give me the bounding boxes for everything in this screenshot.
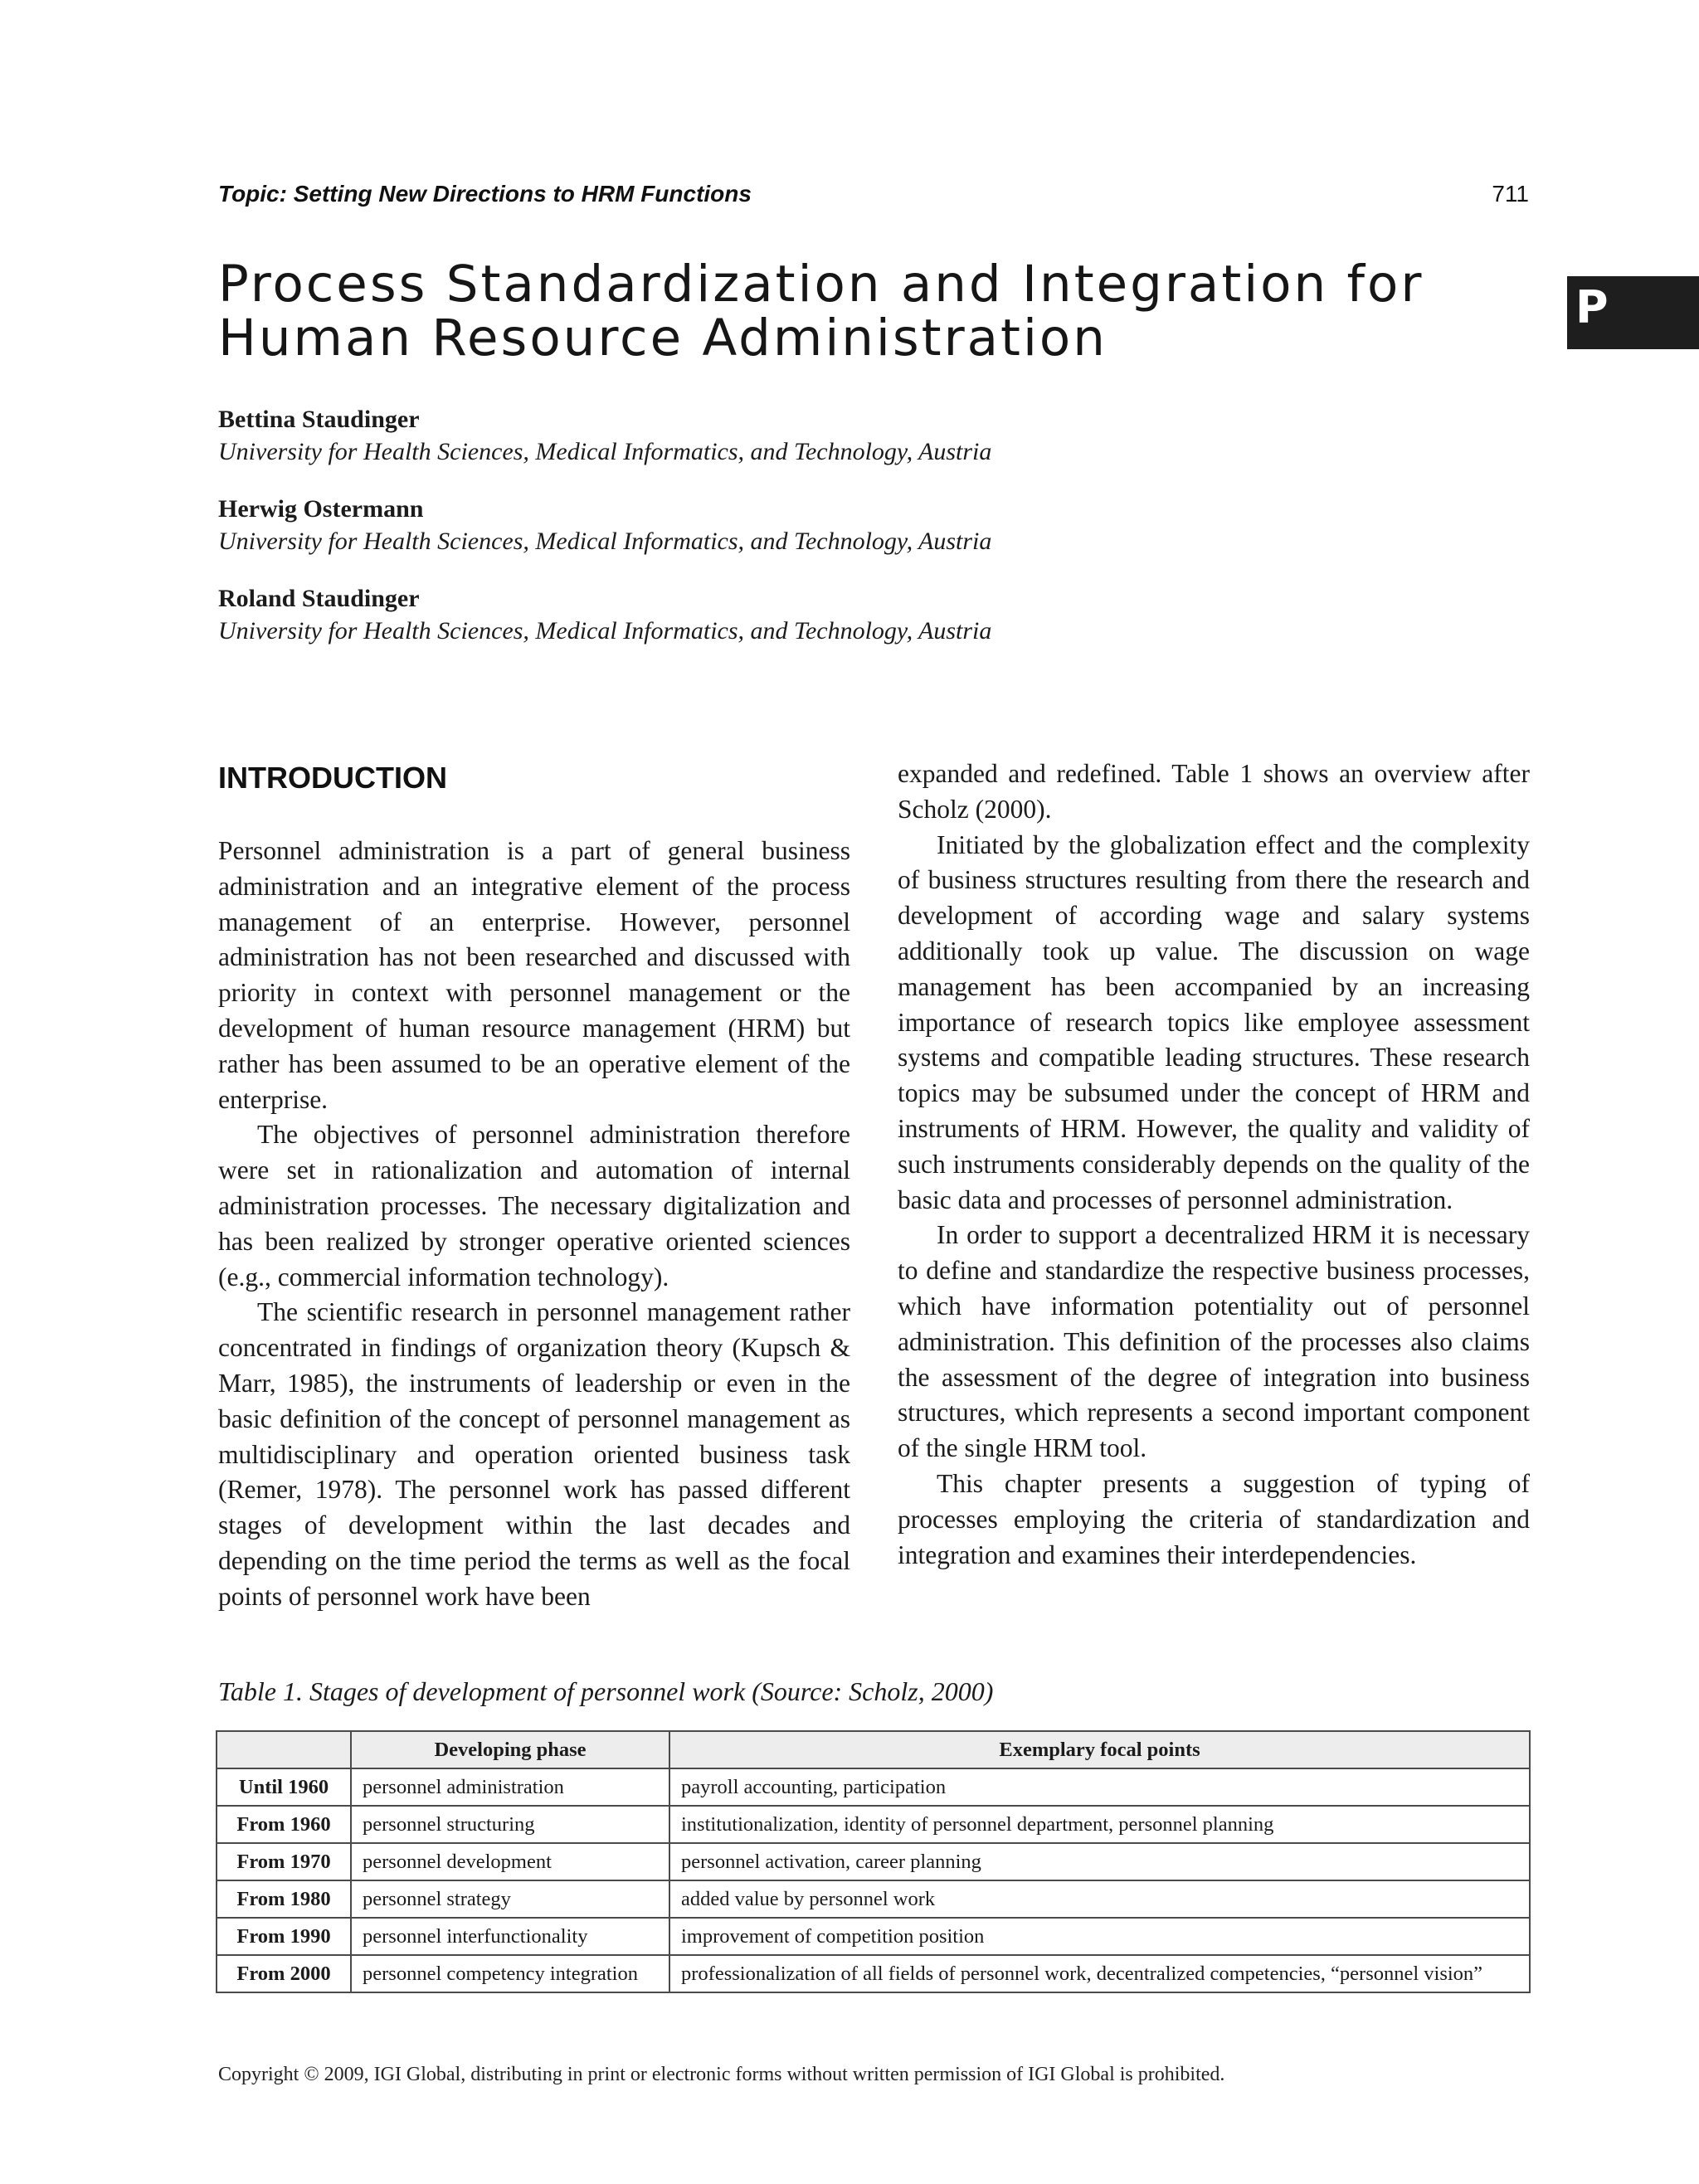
- table-row: [217, 1806, 1530, 1843]
- author-list: [218, 404, 1463, 673]
- period-cell: From 2000: [217, 1955, 351, 1992]
- period-cell: From 1990: [217, 1918, 351, 1955]
- author-affiliation: University for Health Sciences, Medical Informatics, and Technology, Austria: [218, 438, 992, 465]
- body-paragraph: Personnel administration is a part of general business administration and an integrative element of the process management of an enterprise. However, personnel administration has not been researched and discussed with priority in context with personnel management or the development of human resource management (HRM) but rather has been assumed to be an operative element of the enterprise.: [218, 836, 850, 1114]
- body-column-right: [898, 756, 1530, 1573]
- period-cell: From 1970: [217, 1843, 351, 1880]
- table-row: [217, 1843, 1530, 1880]
- phase-cell: personnel strategy: [351, 1880, 669, 1918]
- page-number: 711: [1492, 181, 1529, 207]
- author-name: Herwig Ostermann: [218, 495, 424, 523]
- development-stages-table: [216, 1730, 1531, 1993]
- body-paragraph: In order to support a decentralized HRM it is necessary to define and standardize the respective business processes, which have information potentiality out of personnel administration. This definition of the processes also claims the assessment of the degree of integration into business structures, which represents a second important component of the single HRM tool.: [898, 1220, 1530, 1463]
- focus-cell: professionalization of all fields of personnel work, decentralized competencies, “personnel vision”: [669, 1955, 1530, 1992]
- body-paragraph: The scientific research in personnel management rather concentrated in findings of organization theory (Kupsch & Marr, 1985), the instruments of leadership or even in the basic definition of the concept of personnel management as multidisciplinary and operation oriented business task (Remer, 1978). The personnel work has passed different stages of development within the last decades and depending on the time period the terms as well as the focal points of personnel work have been: [218, 1297, 850, 1611]
- column-header: [217, 1731, 351, 1768]
- body-paragraph: expanded and redefined. Table 1 shows an overview after Scholz (2000).: [898, 759, 1530, 824]
- table-header-row: [217, 1731, 1530, 1768]
- table-row: [217, 1955, 1530, 1992]
- phase-cell: personnel administration: [351, 1768, 669, 1806]
- phase-cell: personnel development: [351, 1843, 669, 1880]
- body-column-left: [218, 757, 850, 1615]
- section-tab-letter: P: [1575, 281, 1609, 333]
- body-paragraph: This chapter presents a suggestion of typing of processes employing the criteria of standardization and integration and examines their interdependencies.: [898, 1468, 1530, 1569]
- focus-cell: improvement of competition position: [669, 1918, 1530, 1955]
- table-caption: Table 1. Stages of development of personnel work (Source: Scholz, 2000): [218, 1676, 994, 1706]
- copyright-notice: Copyright © 2009, IGI Global, distributing in print or electronic forms without written permission of IGI Global is prohibited.: [218, 2064, 1225, 2085]
- period-cell: From 1980: [217, 1880, 351, 1918]
- author-block: [218, 583, 1463, 648]
- focus-cell: added value by personnel work: [669, 1880, 1530, 1918]
- title-line-2: Human Resource Administration: [218, 309, 1108, 367]
- table-row: [217, 1880, 1530, 1918]
- author-affiliation: University for Health Sciences, Medical Informatics, and Technology, Austria: [218, 617, 992, 644]
- focus-cell: payroll accounting, participation: [669, 1768, 1530, 1806]
- body-paragraph: Initiated by the globalization effect and the complexity of business structures resulting from there the research and development of according wage and salary systems additionally took up value. The discussion on wage management has been accompanied by an increasing importance of research topics like employee assessment systems and compatible leading structures. These research topics may be subsumed under the concept of HRM and instruments of HRM. However, the quality and validity of such instruments considerably depends on the quality of the basic data and processes of personnel administration.: [898, 829, 1530, 1214]
- section-tab: [1567, 276, 1699, 349]
- phase-cell: personnel competency integration: [351, 1955, 669, 1992]
- body-paragraph: The objectives of personnel administration therefore were set in rationalization and automation of internal administration processes. The necessary digitalization and has been realized by stronger operative oriented sciences (e.g., commercial information technology).: [218, 1120, 850, 1291]
- column-header: Developing phase: [351, 1731, 669, 1768]
- table-row: [217, 1768, 1530, 1806]
- column-header: Exemplary focal points: [669, 1731, 1530, 1768]
- period-cell: Until 1960: [217, 1768, 351, 1806]
- section-heading: INTRODUCTION: [218, 761, 447, 795]
- author-block: [218, 494, 1463, 558]
- period-cell: From 1960: [217, 1806, 351, 1843]
- page-header: [218, 181, 1529, 214]
- author-block: [218, 404, 1463, 469]
- article-title: [218, 257, 1512, 365]
- author-affiliation: University for Health Sciences, Medical Informatics, and Technology, Austria: [218, 528, 992, 555]
- focus-cell: institutionalization, identity of personnel department, personnel planning: [669, 1806, 1530, 1843]
- table-row: [217, 1918, 1530, 1955]
- title-line-1: Process Standardization and Integration for: [218, 255, 1424, 314]
- focus-cell: personnel activation, career planning: [669, 1843, 1530, 1880]
- author-name: Roland Staudinger: [218, 585, 420, 612]
- phase-cell: personnel interfunctionality: [351, 1918, 669, 1955]
- topic-line: Topic: Setting New Directions to HRM Functions: [218, 181, 752, 207]
- phase-cell: personnel structuring: [351, 1806, 669, 1843]
- author-name: Bettina Staudinger: [218, 406, 420, 433]
